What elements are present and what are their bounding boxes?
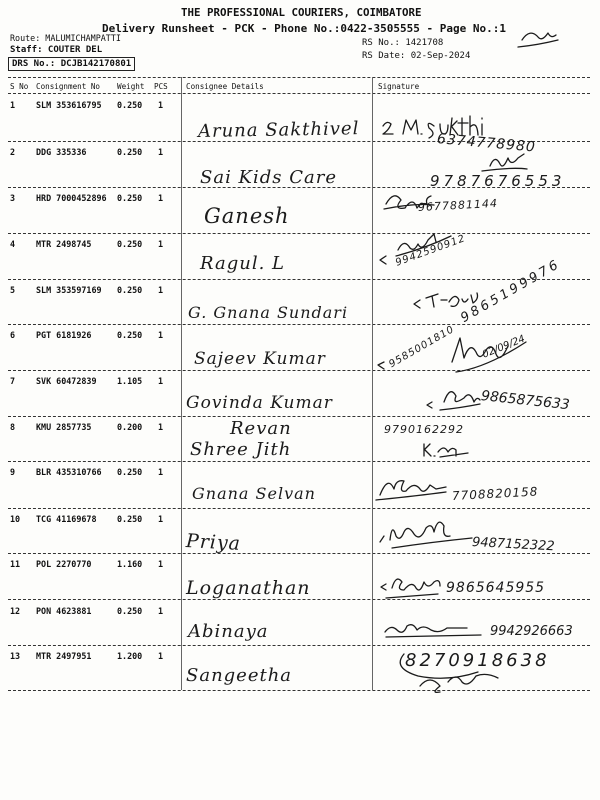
consignee-column-rule (181, 77, 182, 690)
col-header-signature: Signature (378, 82, 420, 91)
receiver-phone: 9865645955 (446, 580, 546, 596)
row-divider (8, 279, 590, 280)
col-header-pcs: PCS (154, 82, 168, 91)
row-sno: 2 (10, 147, 16, 157)
receiver-phone: 9865875633 (480, 388, 571, 414)
receiver-phone: 7708820158 (451, 484, 539, 503)
row-consignment-no: BLR 435310766 (36, 467, 102, 477)
consignee-name: Revan (230, 418, 292, 439)
row-sno: 1 (10, 100, 16, 110)
row-pcs: 1 (158, 193, 164, 203)
row-sno: 4 (10, 239, 16, 249)
col-header-consignment: Consignment No (36, 82, 101, 91)
row-divider (8, 553, 590, 554)
row-pcs: 1 (158, 285, 164, 295)
col-header-consignee: Consignee Details (186, 82, 264, 91)
row-weight: 1.200 (117, 651, 143, 661)
receiver-phone: 9942926663 (490, 624, 573, 639)
consignee-name: Sai Kids Care (200, 167, 337, 188)
row-weight: 0.200 (117, 422, 143, 432)
consignee-name: Loganathan (186, 577, 311, 599)
row-weight: 0.250 (117, 467, 143, 477)
consignee-name: Govinda Kumar (186, 393, 333, 413)
rs-date: RS Date: 02-Sep-2024 (362, 51, 471, 61)
receiver-phone: 9487152322 (471, 535, 555, 555)
row-divider (8, 324, 590, 325)
consignee-name: Sangeetha (186, 665, 293, 686)
delivery-date: 02/09/24 (480, 333, 527, 361)
header-top-divider (8, 77, 590, 78)
route-label: Route: MALUMICHAMPATTI (10, 33, 121, 43)
row-consignment-no: SVK 60472839 (36, 376, 97, 386)
row-consignment-no: PGT 6181926 (36, 330, 92, 340)
row-sno: 6 (10, 330, 16, 340)
receiver-phone: 9585001810 (387, 323, 457, 371)
drs-number-box: DRS No.: DCJB142170801 (8, 57, 135, 71)
row-weight: 1.105 (117, 376, 143, 386)
row-pcs: 1 (158, 422, 164, 432)
row-sno: 3 (10, 193, 16, 203)
header-signature (518, 33, 558, 47)
receiver-phone: 9942590912 (394, 233, 468, 269)
row-consignment-no: TCG 41169678 (36, 514, 97, 524)
row-pcs: 1 (158, 147, 164, 157)
signature-scribble (376, 481, 446, 500)
col-header-weight: Weight (117, 82, 145, 91)
row-pcs: 1 (158, 239, 164, 249)
row-sno: 5 (10, 285, 16, 295)
signature-scribble (427, 392, 480, 410)
consignee-name: Ganesh (204, 204, 290, 228)
signature-scribble (424, 444, 468, 457)
row-pcs: 1 (158, 100, 164, 110)
row-consignment-no: SLM 353597169 (36, 285, 102, 295)
row-weight: 0.250 (117, 514, 143, 524)
header-bottom-divider (8, 93, 590, 94)
row-divider (8, 370, 590, 371)
row-divider (8, 416, 590, 417)
row-divider (8, 645, 590, 646)
signature-scribble (414, 293, 478, 308)
receiver-phone: 9677881144 (417, 196, 499, 214)
row-divider (8, 599, 590, 600)
consignee-name-line2: Shree Jith (190, 439, 292, 460)
consignee-name: Abinaya (188, 621, 269, 642)
signature-scribble (385, 625, 481, 637)
row-consignment-no: KMU 2857735 (36, 422, 92, 432)
consignee-name: Sajeev Kumar (194, 349, 326, 369)
row-weight: 0.250 (117, 147, 143, 157)
row-consignment-no: MTR 2497951 (36, 651, 92, 661)
row-sno: 8 (10, 422, 16, 432)
row-sno: 7 (10, 376, 16, 386)
receiver-phone: 9790162292 (384, 423, 464, 436)
row-pcs: 1 (158, 651, 164, 661)
row-weight: 0.250 (117, 330, 143, 340)
row-sno: 10 (10, 514, 21, 524)
row-consignment-no: POL 2270770 (36, 559, 92, 569)
consignee-name: G. Gnana Sundari (188, 303, 349, 322)
row-weight: 0.250 (117, 285, 143, 295)
staff-label: Staff: COUTER DEL (10, 45, 103, 55)
receiver-phone: 9865199976 (458, 256, 564, 326)
row-sno: 13 (10, 651, 21, 661)
row-pcs: 1 (158, 559, 164, 569)
row-divider (8, 233, 590, 234)
receiver-phone: 6374778980 (436, 131, 537, 156)
row-consignment-no: MTR 2498745 (36, 239, 92, 249)
row-divider (8, 461, 590, 462)
row-weight: 0.250 (117, 193, 143, 203)
row-consignment-no: HRD 7000452896 (36, 193, 107, 203)
row-divider (8, 508, 590, 509)
row-pcs: 1 (158, 376, 164, 386)
row-consignment-no: DDG 335336 (36, 147, 87, 157)
receiver-phone: 9787676553 (430, 172, 566, 190)
consignee-name: Priya (185, 530, 242, 555)
table-bottom-divider (8, 690, 590, 691)
row-weight: 1.160 (117, 559, 143, 569)
row-pcs: 1 (158, 514, 164, 524)
signature-scribble (381, 579, 440, 598)
row-sno: 11 (10, 559, 21, 569)
row-weight: 0.250 (117, 100, 143, 110)
col-header-sno: S No (10, 82, 29, 91)
row-pcs: 1 (158, 467, 164, 477)
row-weight: 0.250 (117, 606, 143, 616)
signature-scribble (380, 522, 472, 548)
row-pcs: 1 (158, 330, 164, 340)
row-pcs: 1 (158, 606, 164, 616)
receiver-phone: 8270918638 (405, 650, 550, 671)
runsheet-subtitle: Delivery Runsheet - PCK - Phone No.:0422-3505555 - Page No.:1 (102, 22, 506, 35)
consignee-name: Ragul. L (200, 253, 285, 274)
row-weight: 0.250 (117, 239, 143, 249)
row-consignment-no: PON 4623881 (36, 606, 92, 616)
row-consignment-no: SLM 353616795 (36, 100, 102, 110)
company-title: THE PROFESSIONAL COURIERS, COIMBATORE (181, 6, 422, 19)
signature-scribble (482, 154, 527, 171)
rs-number: RS No.: 1421708 (362, 38, 444, 48)
consignee-name: Aruna Sakthivel (197, 118, 360, 142)
row-sno: 12 (10, 606, 21, 616)
signature-column-rule (372, 77, 373, 690)
consignee-name: Gnana Selvan (192, 484, 316, 503)
row-sno: 9 (10, 467, 16, 477)
